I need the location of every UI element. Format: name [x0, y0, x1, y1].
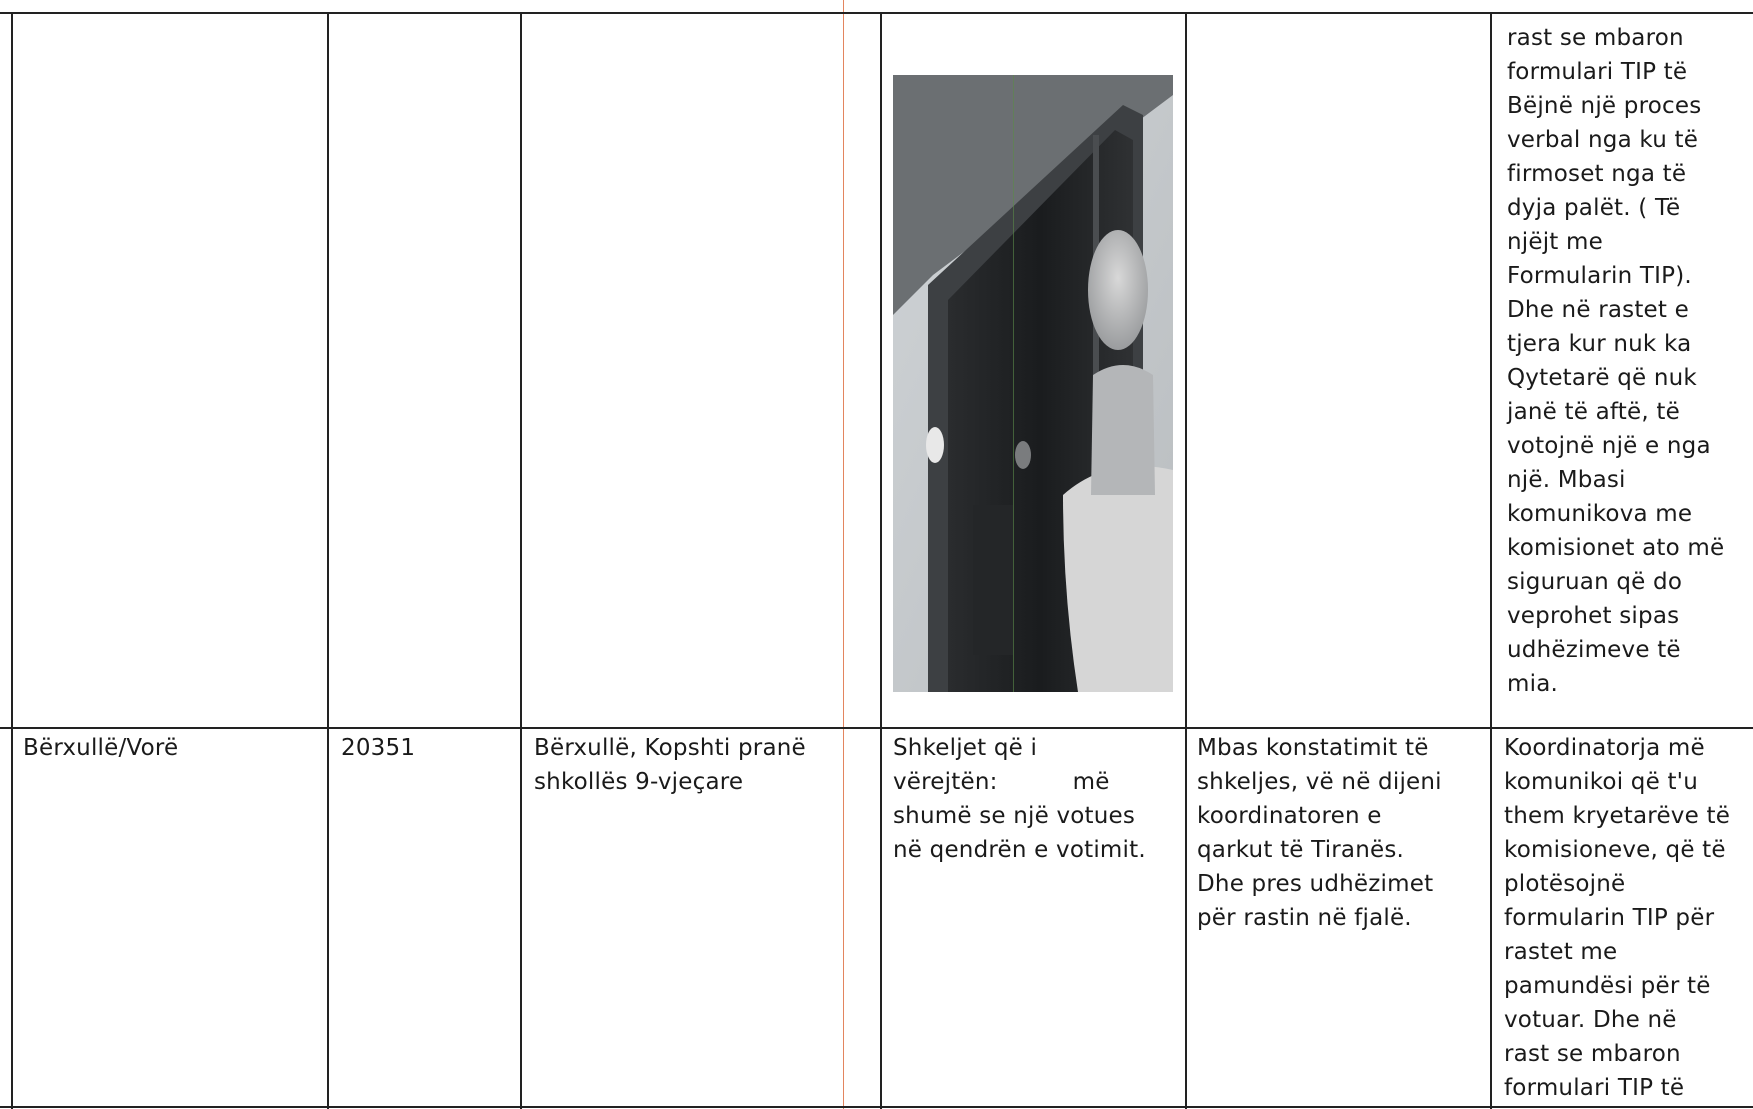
evidence-photo: [893, 75, 1173, 692]
row2-notes-cell: Koordinatorja më komunikoi që t'u them kryetarëve të komisioneve, që të plotësojnë formularin TIP për rastet me pamundësi për të votuar. Dhe në rast se mbaron formulari TIP të: [1504, 735, 1731, 1101]
row1-notes-cell: rast se mbaron formulari TIP të Bëjnë një proces verbal nga ku të firmoset nga të dyja palët. ( Të njëjt me Formularin TIP). Dhe në rastet e tjera kur nuk ka Qytetarë që nuk janë të aftë, të votojnë një e nga një. Mbasi komunikova me komisionet ato më siguruan që do veprohet sipas udhëzimeve të mia.: [1507, 25, 1725, 697]
polling-room-door-photo: [893, 75, 1173, 692]
column-divider: [327, 12, 329, 1109]
row2-address-cell: Bërxullë, Kopshti pranë shkollës 9-vjeçare: [534, 735, 806, 795]
margin-guide-line: [843, 0, 844, 1109]
row2-violation-cell: Shkeljet që i vërejtën: më shumë se një votues në qendrën e votimit.: [893, 735, 1146, 863]
column-divider: [1185, 12, 1187, 1109]
row2-location-cell: Bërxullë/Vorë: [23, 735, 179, 761]
column-divider: [1490, 12, 1492, 1109]
table-left-border: [11, 12, 13, 1109]
column-divider: [520, 12, 522, 1109]
column-divider: [880, 12, 882, 1109]
row2-action-cell: Mbas konstatimit të shkeljes, vë në dijeni koordinatoren e qarkut të Tiranës. Dhe pres udhëzimet për rastin në fjalë.: [1197, 735, 1442, 931]
row2-code-cell: 20351: [341, 735, 416, 761]
